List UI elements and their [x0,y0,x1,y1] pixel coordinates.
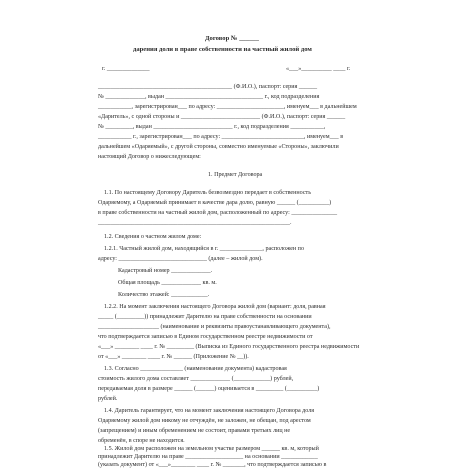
clause-1-3: стоимость жилого дома составляет _____________ (____________) рублей, [98,376,294,382]
clause-1-2-2: 1.2.2. На момент заключения настоящего Договора жилой дом (вариант: доля, равная [104,304,326,310]
date-line: «___»__________ ____ г. [286,66,351,72]
house-field: Общая площадь _____________ кв. м. [118,280,217,286]
preamble-line: № _________, выдан __________________________ г., код подразделения ___________, [98,124,326,130]
clause-1-2-2: ____________________ (наименование и реквизиты правоустанавливающего документа), [98,324,331,330]
document-title: Договор № ______ [205,35,259,42]
preamble-line: № _____________, выдан ________________________________ г., код подразделения [98,94,320,100]
clause-1-3: передаваемая доля в размере ______ (______) оценивается в _________ (__________) [98,386,320,392]
clause-1-3: 1.3. Согласно ______________ (наименование документа) кадастровая [104,366,287,372]
preamble-line: ___________ г., зарегистрирован___ по адресу: ___________________________, именуем___ в [98,134,344,140]
house-field: Количество этажей: ____________. [118,292,210,298]
city-line: г. ______________ [102,66,150,72]
clause-1-4: Одаряемому жилой дом никому не отчуждён, не заложен, не обещан, под арестом [98,418,311,424]
clause-1-2-1: 1.2.1. Частный жилой дом, находящийся в г. ______________, расположен по [104,246,304,252]
clause-1-5: принадлежит Дарителю на праве ___________________ на основании ____________ [98,454,318,460]
house-field: Кадастровый номер _____________. [118,268,213,274]
clause-1-2-2: _____ (_________)) принадлежит Дарителю на праве собственности на основании [98,314,312,320]
clause-1-1: 1.1. По настоящему Договору Даритель безвозмездно передает в собственность [104,190,311,196]
clause-1-2-2: что подтверждается записью в Едином государственном реестре недвижимости от [98,334,313,340]
preamble-line: ___________, зарегистрирован___ по адресу: ______________________, именуем___ в дальнейшем [98,104,357,110]
clause-1-2: 1.2. Сведения о частном жилом доме: [104,234,202,240]
clause-1-1: в праве собственности на частный жилой дом, расположенный по адресу: _______________ [98,210,338,216]
clause-1-1: _______________________________________________________________. [98,220,292,226]
document-subtitle: дарения доли в праве собственности на частный жилой дом [133,46,312,53]
clause-1-4: (запрещением) и иным обременением не состоит, правами третьих лиц не [98,428,291,434]
clause-1-5: 1.5. Жилой дом расположен на земельном участке размером ______ кв. м, который [104,446,319,452]
preamble-line: настоящий Договор о нижеследующем: [98,154,201,160]
clause-1-2-2: «___» ________ ____ г. № _________ (Выписка из Единого государственного реестра недвижимости [98,344,360,350]
clause-1-2-1: адресу: _____________________________ (далее – жилой дом). [98,256,263,262]
clause-1-5: (указать документ) от «___»________ ____ г. № _______, что подтверждается записью в [98,462,327,468]
clause-1-2-2: от «___» ________ ____ г. № ______ (Приложение № __)). [98,354,249,360]
preamble-line: дальнейшем «Одаряемый», с другой стороны, совместно именуемые «Стороны», заключили [98,144,339,150]
clause-1-4: 1.4. Даритель гарантирует, что на момент заключения настоящего Договора доля [104,408,315,414]
preamble-line: ____________________________________________ (Ф.И.О.), паспорт: серия ______ [98,84,318,90]
clause-1-4: обременён, в споре не находится. [98,438,185,444]
clause-1-1: Одаряемому, а Одаряемый принимает в качестве дара долю, равную ______ (__________) [98,200,332,206]
clause-1-3: рублей. [98,396,118,402]
section-heading: 1. Предмет Договора [208,172,263,178]
preamble-line: «Даритель», с одной стороны и __________________________ (Ф.И.О.), паспорт: серия ______ [98,114,346,120]
